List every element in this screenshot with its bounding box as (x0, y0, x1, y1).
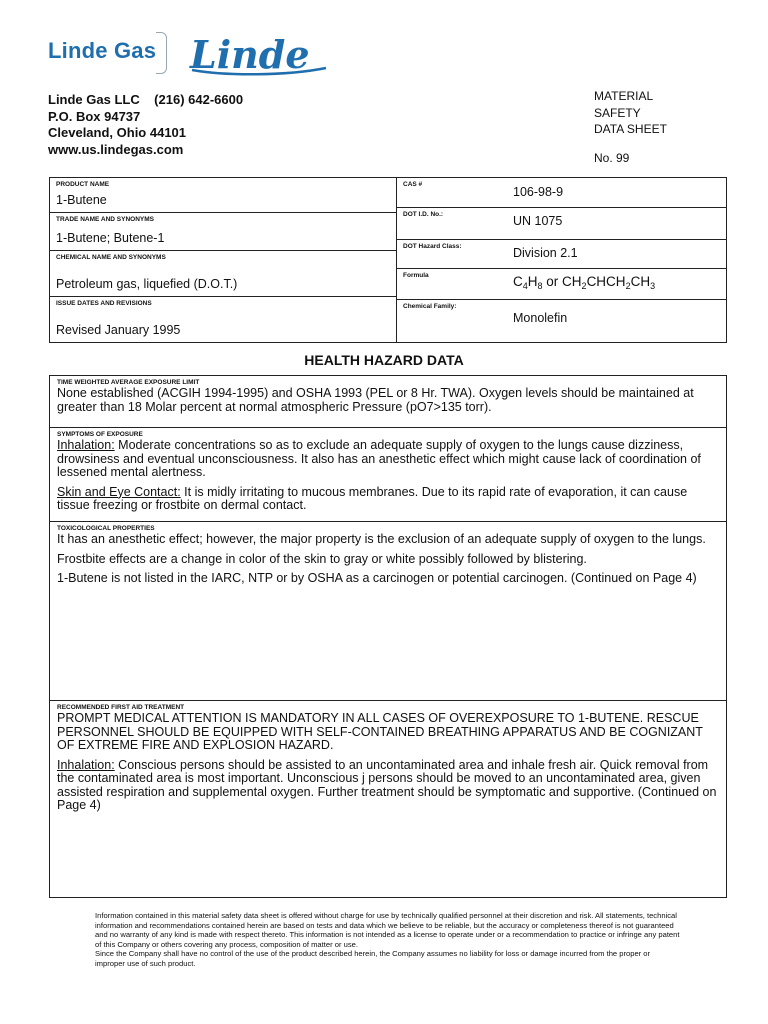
company-website[interactable]: www.us.lindegas.com (48, 141, 184, 157)
disclaimer-paragraph-2: Since the Company shall have no control of the use of the product described herein, the Company assumes no liability for loss or damage incurred from the proper or improper use of such product. (95, 949, 651, 968)
footer-disclaimer (95, 911, 681, 969)
company-city: Cleveland, Ohio 44101 (48, 125, 187, 140)
symptoms-skin-eye (57, 486, 719, 513)
chemical-family-cell (397, 300, 727, 342)
dot-hazard-class-value: Division 2.1 (513, 246, 578, 260)
dot-id-label: DOT I.D. No.: (403, 211, 444, 218)
dot-hazard-class-label: DOT Hazard Class: (403, 243, 462, 250)
chemical-name-value: Petroleum gas, liquefied (D.O.T.) (56, 277, 238, 291)
linde-gas-logo-text: Linde Gas (48, 38, 157, 63)
skin-eye-text: It is midly irritating to mucous membranes. Due to its rapid rate of evaporation, it can cause tissue freezing or frostbite on dermal contact. (57, 484, 688, 512)
doc-type-line-1: MATERIAL (594, 89, 654, 103)
first-aid-inhalation-heading: Inhalation: (57, 757, 115, 772)
trade-name-cell (50, 213, 396, 251)
health-hazard-box (49, 375, 727, 898)
cas-label: CAS # (403, 181, 423, 188)
inhalation-heading: Inhalation: (57, 438, 115, 452)
trade-name-label: TRADE NAME AND SYNONYMS (56, 216, 154, 223)
product-name-label: PRODUCT NAME (56, 181, 110, 188)
twa-label: TIME WEIGHTED AVERAGE EXPOSURE LIMIT (57, 379, 200, 386)
dot-id-cell (397, 208, 727, 240)
trade-name-value: 1-Butene; Butene-1 (56, 231, 165, 245)
linde-logo (186, 30, 334, 78)
toxicological-text-3: 1-Butene is not listed in the IARC, NTP or by OSHA as a carcinogen or potential carcinogen. (Continued on Page 4) (57, 571, 697, 585)
issue-dates-label: ISSUE DATES AND REVISIONS (56, 300, 152, 307)
symptoms-inhalation (57, 439, 719, 480)
dot-hazard-class-cell (397, 240, 727, 269)
product-identification-table (49, 177, 727, 343)
doc-type-line-2: SAFETY (594, 105, 641, 120)
symptoms-section (50, 428, 726, 522)
document-type (594, 88, 667, 138)
document-number: No. 99 (594, 151, 630, 165)
company-po-box: P.O. Box 94737 (48, 108, 141, 124)
issue-dates-cell (50, 297, 396, 342)
first-aid-warning: PROMPT MEDICAL ATTENTION IS MANDATORY IN ALL CASES OF OVEREXPOSURE TO 1-BUTENE. RESCUE PERSONNEL SHOULD BE EQUIPPED WITH SELF-CONTAINED BREATHING APPARATUS AND BE COGNIZANT OF EXTREME FIRE AND EXPLOSION HAZARD. (57, 711, 703, 752)
toxicological-text-1: It has an anesthetic effect; however, the major property is the exclusion of an adequate supply of oxygen to the lungs. (57, 532, 706, 546)
symptoms-label: SYMPTOMS OF EXPOSURE (57, 431, 143, 438)
toxicological-text-2: Frostbite effects are a change in color of the skin to gray or white possibly followed by blistering. (57, 551, 587, 566)
first-aid-section (50, 701, 726, 897)
formula-value: $C_4H_8$ or $CH_2CHCH_2CH_3$ (513, 274, 656, 291)
toxicological-label: TOXICOLOGICAL PROPERTIES (57, 525, 155, 532)
company-address (48, 92, 243, 158)
chemical-name-cell (50, 251, 396, 297)
toxicological-section (50, 522, 726, 701)
first-aid-inhalation (57, 759, 719, 813)
inhalation-text: Moderate concentrations so as to exclude an adequate supply of oxygen to the lungs cause dizziness, drowsiness and eventual unconsciousness. It also has an anesthetic effect which might cause lack of coordination of lessened mental alertness. (57, 438, 701, 479)
chemical-name-label: CHEMICAL NAME AND SYNONYMS (56, 254, 166, 261)
disclaimer-paragraph-1: Information contained in this material safety data sheet is offered without charge for use by technically qualified personnel at their discretion and risk. All statements, technical information and recommendations contained herein are based on tests and data which we believe to be reliable, but the accuracy or completeness thereof is not guaranteed and no warranty of any kind is made with respect thereto. This information is not intended as a license to operate under or a recommendation to practice or infringe any patent of this Company or others covering any process, composition of matter or use. (95, 911, 680, 949)
dot-id-value: UN 1075 (513, 214, 563, 228)
logo-bracket-divider (156, 32, 167, 74)
formula-label: Formula (403, 272, 429, 279)
company-name-phone: Linde Gas LLC (216) 642-6600 (48, 92, 244, 107)
chemical-family-label: Chemical Family: (403, 303, 457, 310)
product-name-cell (50, 178, 396, 213)
issue-dates-value: Revised January 1995 (56, 323, 181, 337)
product-name-value: 1-Butene (56, 193, 107, 207)
formula-cell (397, 269, 727, 300)
skin-eye-heading: Skin and Eye Contact: (57, 484, 181, 499)
linde-logo-text: Linde (190, 32, 310, 77)
first-aid-inhalation-text: Conscious persons should be assisted to an uncontaminated area and inhale fresh air. Quick removal from the contaminated area is most important. Unconscious j persons should be moved to an uncontaminated area, given assisted respiration and supplemental oxygen. Further treatment should be symptomatic and supportive. (Continued on Page 4) (57, 757, 717, 812)
first-aid-label: RECOMMENDED FIRST AID TREATMENT (57, 704, 185, 711)
cas-cell (397, 178, 727, 208)
health-hazard-title: HEALTH HAZARD DATA (304, 352, 464, 368)
cas-value: 106-98-9 (513, 185, 564, 199)
twa-text: None established (ACGIH 1994-1995) and OSHA 1993 (PEL or 8 Hr. TWA). Oxygen levels should be maintained at greater than 18 Molar percent at normal atmospheric Pressure (pO7>135 torr). (57, 386, 694, 414)
doc-type-line-3: DATA SHEET (594, 122, 667, 136)
twa-section (50, 376, 726, 428)
chemical-family-value: Monolefin (513, 311, 568, 325)
